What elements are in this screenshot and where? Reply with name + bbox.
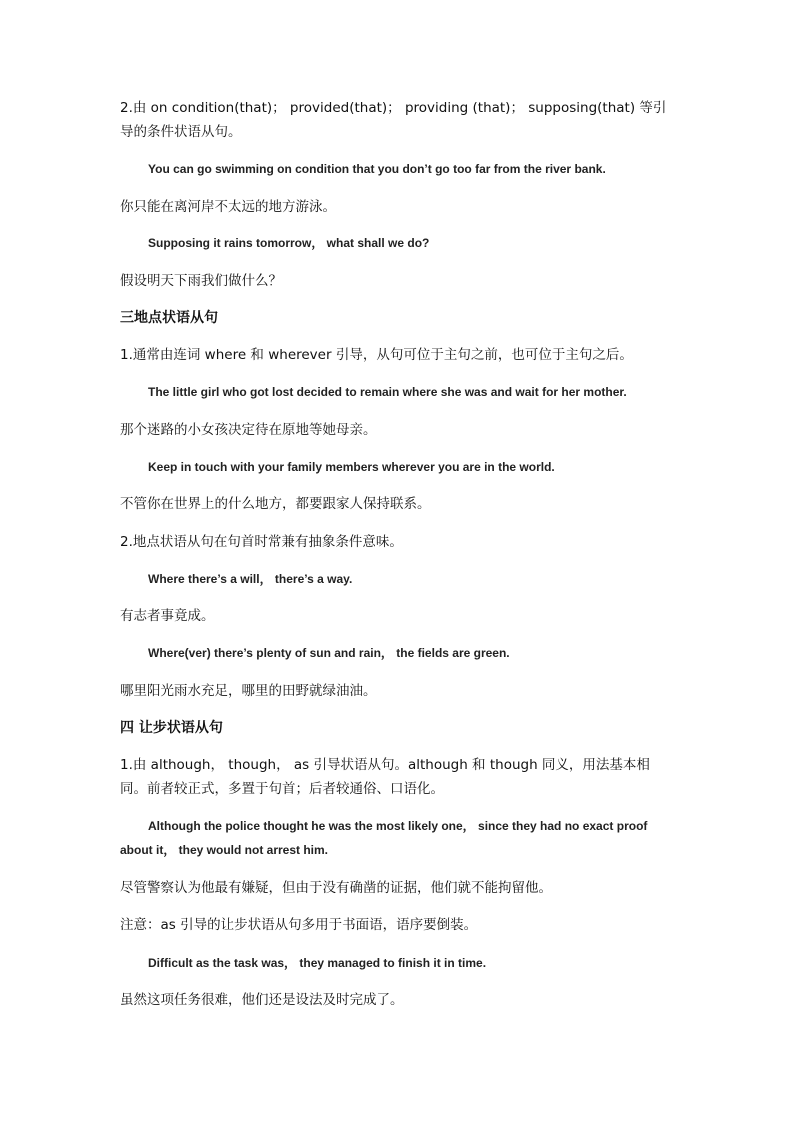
rule-1-concession-clause: 1.由 although， though， as 引导状语从句。although 和 though 同义，用法基本相同。前者较正式，多置于句首；后者较通俗、口语化。 [120, 757, 650, 797]
translation-cn: 有志者事竟成。 [120, 608, 215, 624]
section-heading-concession-clause: 四 让步状语从句 [120, 720, 223, 736]
rule-2-conditional-clause: 2.由 on condition(that)； provided(that)； providing (that)； supposing(that) 等引导的条件状语从句。 [120, 100, 667, 140]
note-inversion: 注意：as 引导的让步状语从句多用于书面语，语序要倒装。 [120, 917, 478, 933]
translation-cn: 假设明天下雨我们做什么？ [120, 273, 282, 289]
translation-cn: 哪里阳光雨水充足，哪里的田野就绿油油。 [120, 683, 377, 699]
example-sentence-en: Keep in touch with your family members wherever you are in the world. [148, 460, 555, 474]
translation-cn: 虽然这项任务很难，他们还是设法及时完成了。 [120, 992, 404, 1008]
translation-cn: 你只能在离河岸不太远的地方游泳。 [120, 199, 336, 215]
example-sentence-en: The little girl who got lost decided to remain where she was and wait for her mother. [148, 385, 627, 399]
example-sentence-en: Difficult as the task was， they managed to finish it in time. [148, 956, 487, 970]
rule-2-place-clause: 2.地点状语从句在句首时常兼有抽象条件意味。 [120, 534, 403, 550]
example-sentence-en: Supposing it rains tomorrow， what shall we do? [148, 236, 430, 250]
example-sentence-en: Where there’s a will， there’s a way. [148, 572, 353, 586]
section-heading-place-clause: 三地点状语从句 [120, 310, 218, 326]
translation-cn: 不管你在世界上的什么地方，都要跟家人保持联系。 [120, 496, 431, 512]
example-sentence-en: Where(ver) there’s plenty of sun and rain， the fields are green. [148, 646, 510, 660]
example-sentence-en: You can go swimming on condition that you don’t go too far from the river bank. [148, 162, 606, 176]
rule-1-place-clause: 1.通常由连词 where 和 wherever 引导，从句可位于主句之前，也可位于主句之后。 [120, 347, 633, 363]
translation-cn: 那个迷路的小女孩决定待在原地等她母亲。 [120, 422, 377, 438]
translation-cn: 尽管警察认为他最有嫌疑，但由于没有确凿的证据，他们就不能拘留他。 [120, 880, 552, 896]
example-sentence-en: Although the police thought he was the most likely one， since they had no exact proof about it， they would not arrest him. [120, 819, 648, 857]
